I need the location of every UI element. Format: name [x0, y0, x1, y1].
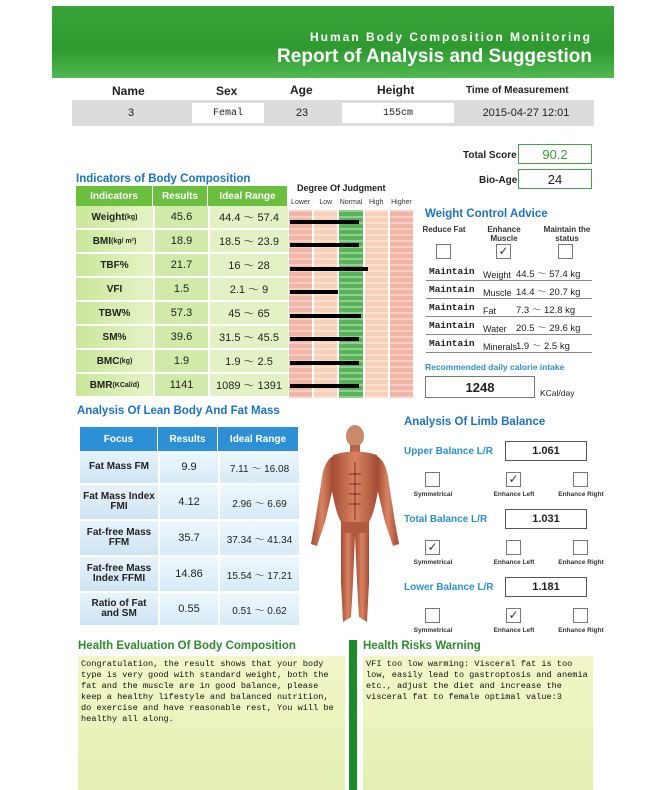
- bio-age-label: Bio-Age: [479, 175, 518, 186]
- indicator-name: [76, 302, 153, 326]
- limb-balance-value: 1.061: [505, 441, 587, 461]
- age-value: 23: [295, 107, 309, 119]
- indicator-name: [76, 350, 153, 374]
- indicator-name: [76, 326, 153, 350]
- enhance-muscle-label: Enhance Muscle: [487, 225, 521, 243]
- calorie-value: 1248: [425, 376, 535, 398]
- risks-text: VFI too low warming: Visceral fat is too low, easily lead to gastroptosis and anemia etc., adjust the diet and increase the visceral fat to female optimal value:3: [363, 656, 593, 790]
- indicator-name: [76, 206, 153, 230]
- height-value: 155cm: [342, 103, 454, 123]
- component-name: Fat: [483, 306, 497, 316]
- name-label: Name: [112, 84, 145, 98]
- limb-option-checkbox[interactable]: [425, 608, 440, 623]
- limb-option-label: Symmetrical: [413, 627, 453, 634]
- limb-option-checkbox[interactable]: [573, 608, 588, 623]
- component-range: 20.5 ～ 29.6 kg: [516, 323, 581, 334]
- weight-control-row: [426, 264, 592, 281]
- focus-label: Fat Mass FM: [80, 451, 158, 485]
- maintain-status: Maintain: [429, 320, 475, 331]
- indicators-table: [76, 186, 288, 398]
- maintain-status-label: Maintain the status: [543, 225, 591, 243]
- indicator-name: [76, 230, 153, 254]
- indicator-label: VFI: [106, 283, 123, 295]
- limb-option-label: Enhance Left: [493, 491, 535, 498]
- calorie-unit: KCal/day: [540, 388, 575, 398]
- focus-ideal-range: 15.54 ～ 17.21: [218, 557, 299, 593]
- total-score-label: Total Score: [463, 150, 517, 161]
- indicator-unit: (kg/ m²): [111, 237, 137, 245]
- indicator-label: TBW%: [98, 307, 131, 319]
- focus-result: 9.9: [158, 451, 218, 485]
- sex-value: Femal: [192, 103, 264, 123]
- judgment-bar: [290, 267, 368, 271]
- indicator-label: SM%: [102, 331, 127, 343]
- component-name: Minerals: [483, 342, 518, 352]
- focus-ideal-range: 7.11 ～ 16.08: [218, 451, 299, 485]
- weight-control-row: [426, 318, 592, 335]
- limb-option-label: Enhance Right: [558, 491, 604, 498]
- indicator-name: [76, 254, 153, 278]
- weight-control-row: [426, 282, 592, 299]
- maintain-status-checkbox[interactable]: [558, 244, 573, 259]
- focus-result: 14.86: [158, 557, 218, 593]
- indicator-ideal-range: 31.5 ～ 45.5: [208, 326, 288, 350]
- indicator-label: BMI: [92, 235, 112, 247]
- judgment-level-label: Low: [319, 199, 333, 206]
- lean-body-table: [80, 427, 299, 627]
- limb-option-label: Symmetrical: [413, 559, 453, 566]
- calorie-label: Recommended daily calorie intake: [425, 362, 565, 372]
- limb-option-label: Symmetrical: [413, 491, 453, 498]
- indicator-result: 57.3: [153, 302, 208, 326]
- judgment-bar: [290, 384, 359, 388]
- indicator-ideal-range: 44.4 ～ 57.4: [208, 206, 288, 230]
- focus-ideal-range: 37.34 ～ 41.34: [218, 521, 299, 557]
- indicator-result: 45.6: [153, 206, 208, 230]
- age-label: Age: [290, 83, 313, 97]
- focus-result: 35.7: [158, 521, 218, 557]
- indicator-unit: (KCal/d): [112, 381, 140, 389]
- limb-balance-value: 1.031: [505, 509, 587, 529]
- limb-option-checkbox[interactable]: ✓: [506, 608, 521, 623]
- weight-control-row: [426, 336, 592, 353]
- indicator-label: BMC: [96, 355, 120, 367]
- judgment-level-label: Normal: [339, 199, 363, 206]
- enhance-muscle-checkbox[interactable]: ✓: [496, 244, 511, 259]
- focus-header: Focus: [80, 427, 158, 451]
- judgment-bar: [290, 243, 359, 247]
- focus-label: Ratio of Fat and SM: [80, 593, 158, 627]
- judgment-bar: [290, 314, 361, 318]
- lean-body-title: Analysis Of Lean Body And Fat Mass: [77, 405, 280, 417]
- indicator-ideal-range: 18.5 ～ 23.9: [208, 230, 288, 254]
- judgment-level-label: High: [368, 199, 384, 206]
- indicators-title: Indicators of Body Composition: [76, 173, 251, 185]
- judgment-level-column: [365, 210, 388, 398]
- limb-option-checkbox[interactable]: [573, 472, 588, 487]
- judgment-chart: [288, 196, 414, 398]
- time-label: Time of Measurement: [466, 85, 569, 96]
- component-range: 44.5 ～ 57.4 kg: [516, 269, 581, 280]
- risks-title: Health Risks Warning: [363, 640, 481, 652]
- indicator-name: [76, 278, 153, 302]
- indicator-result: 21.7: [153, 254, 208, 278]
- maintain-status: Maintain: [429, 338, 475, 349]
- name-value: 3: [127, 107, 135, 119]
- indicators-header: Indicators: [76, 186, 153, 206]
- judgment-level-column: [339, 210, 362, 398]
- evaluation-text: Congratulation, the result shows that your body type is very good with standard weight, both the fat and the muscle are in good balance, please keep a healthy lifestyle and balanced nutrition, do exercise and have reasonable rest, You will be healthy all along.: [78, 656, 345, 790]
- focus-label: Fat-free Mass FFM: [80, 521, 158, 557]
- judgment-level-column: [314, 210, 337, 398]
- bio-age-value: 24: [518, 169, 592, 189]
- indicator-ideal-range: 16 ～ 28: [208, 254, 288, 278]
- indicator-ideal-range: 45 ～ 65: [208, 302, 288, 326]
- focus-ideal-range: 0.51 ～ 0.62: [218, 593, 299, 627]
- limb-option-checkbox[interactable]: [573, 540, 588, 555]
- reduce-fat-checkbox[interactable]: [436, 244, 451, 259]
- maintain-status: Maintain: [429, 302, 475, 313]
- focus-label: Fat-free Mass Index FFMI: [80, 557, 158, 593]
- indicator-label: BMR: [89, 379, 113, 391]
- judgment-level-column: [390, 210, 413, 398]
- judgment-level-label: Lower: [291, 199, 311, 206]
- indicator-result: 1.9: [153, 350, 208, 374]
- indicator-ideal-range: 1089 ～ 1391: [208, 374, 288, 398]
- component-name: Weight: [483, 270, 511, 280]
- indicator-label: Weight: [91, 211, 125, 223]
- indicator-result: 1141: [153, 374, 208, 398]
- limb-option-checkbox[interactable]: [425, 472, 440, 487]
- sex-label: Sex: [216, 84, 238, 98]
- divider: [349, 640, 357, 790]
- lb-ideal-range-header: Ideal Range: [218, 427, 299, 451]
- maintain-status: Maintain: [429, 284, 475, 295]
- reduce-fat-label: Reduce Fat: [422, 225, 466, 234]
- limb-option-label: Enhance Right: [558, 627, 604, 634]
- limb-balance-label: Lower Balance L/R: [404, 582, 494, 593]
- weight-control-row: [426, 300, 592, 317]
- results-header: Results: [153, 186, 208, 206]
- limb-option-label: Enhance Left: [493, 627, 535, 634]
- indicator-result: 39.6: [153, 326, 208, 350]
- focus-ideal-range: 2.96 ～ 6.69: [218, 485, 299, 521]
- weight-control-title: Weight Control Advice: [425, 208, 548, 220]
- indicator-ideal-range: 2.1 ～ 9: [208, 278, 288, 302]
- report-header: [52, 6, 614, 78]
- limb-balance-title: Analysis Of Limb Balance: [404, 416, 546, 428]
- indicator-unit: (kg): [124, 213, 138, 221]
- focus-result: 4.12: [158, 485, 218, 521]
- total-score-value: 90.2: [518, 144, 592, 164]
- limb-balance-label: Upper Balance L/R: [404, 446, 493, 457]
- lb-results-header: Results: [158, 427, 218, 451]
- indicator-unit: (kg): [119, 357, 133, 365]
- limb-option-label: Enhance Left: [493, 559, 535, 566]
- height-label: Height: [377, 83, 415, 97]
- indicator-label: TBF%: [100, 259, 129, 271]
- judgment-title: Degree Of Judgment: [297, 183, 386, 193]
- indicator-result: 18.9: [153, 230, 208, 254]
- component-range: 1.9 ～ 2.5 kg: [516, 341, 570, 352]
- component-range: 7.3 ～ 12.8 kg: [516, 305, 576, 316]
- component-range: 14.4 ～ 20.7 kg: [516, 287, 581, 298]
- component-name: Water: [483, 324, 507, 334]
- time-value: 2015-04-27 12:01: [482, 107, 570, 119]
- judgment-bar: [290, 361, 359, 365]
- judgment-bar: [290, 290, 338, 294]
- info-bar: [72, 100, 594, 126]
- focus-label: Fat Mass Index FMI: [80, 485, 158, 521]
- judgment-level-label: Higher: [391, 199, 412, 206]
- limb-option-checkbox[interactable]: ✓: [425, 540, 440, 555]
- report-title: Report of Analysis and Suggestion: [277, 46, 592, 67]
- component-name: Muscle: [483, 288, 512, 298]
- indicator-ideal-range: 1.9 ～ 2.5: [208, 350, 288, 374]
- report-subtitle: Human Body Composition Monitoring: [310, 30, 592, 44]
- limb-option-checkbox[interactable]: ✓: [506, 472, 521, 487]
- focus-result: 0.55: [158, 593, 218, 627]
- evaluation-title: Health Evaluation Of Body Composition: [78, 640, 296, 652]
- limb-balance-value: 1.181: [505, 577, 587, 597]
- muscle-anatomy-figure: [305, 422, 405, 637]
- indicator-result: 1.5: [153, 278, 208, 302]
- judgment-bar: [290, 337, 359, 341]
- indicator-name: [76, 374, 153, 398]
- maintain-status: Maintain: [429, 266, 475, 277]
- judgment-level-column: [289, 210, 312, 398]
- limb-option-checkbox[interactable]: [506, 540, 521, 555]
- ideal-range-header: Ideal Range: [208, 186, 288, 206]
- limb-balance-label: Total Balance L/R: [404, 514, 488, 525]
- limb-option-label: Enhance Right: [558, 559, 604, 566]
- judgment-bar: [290, 220, 359, 224]
